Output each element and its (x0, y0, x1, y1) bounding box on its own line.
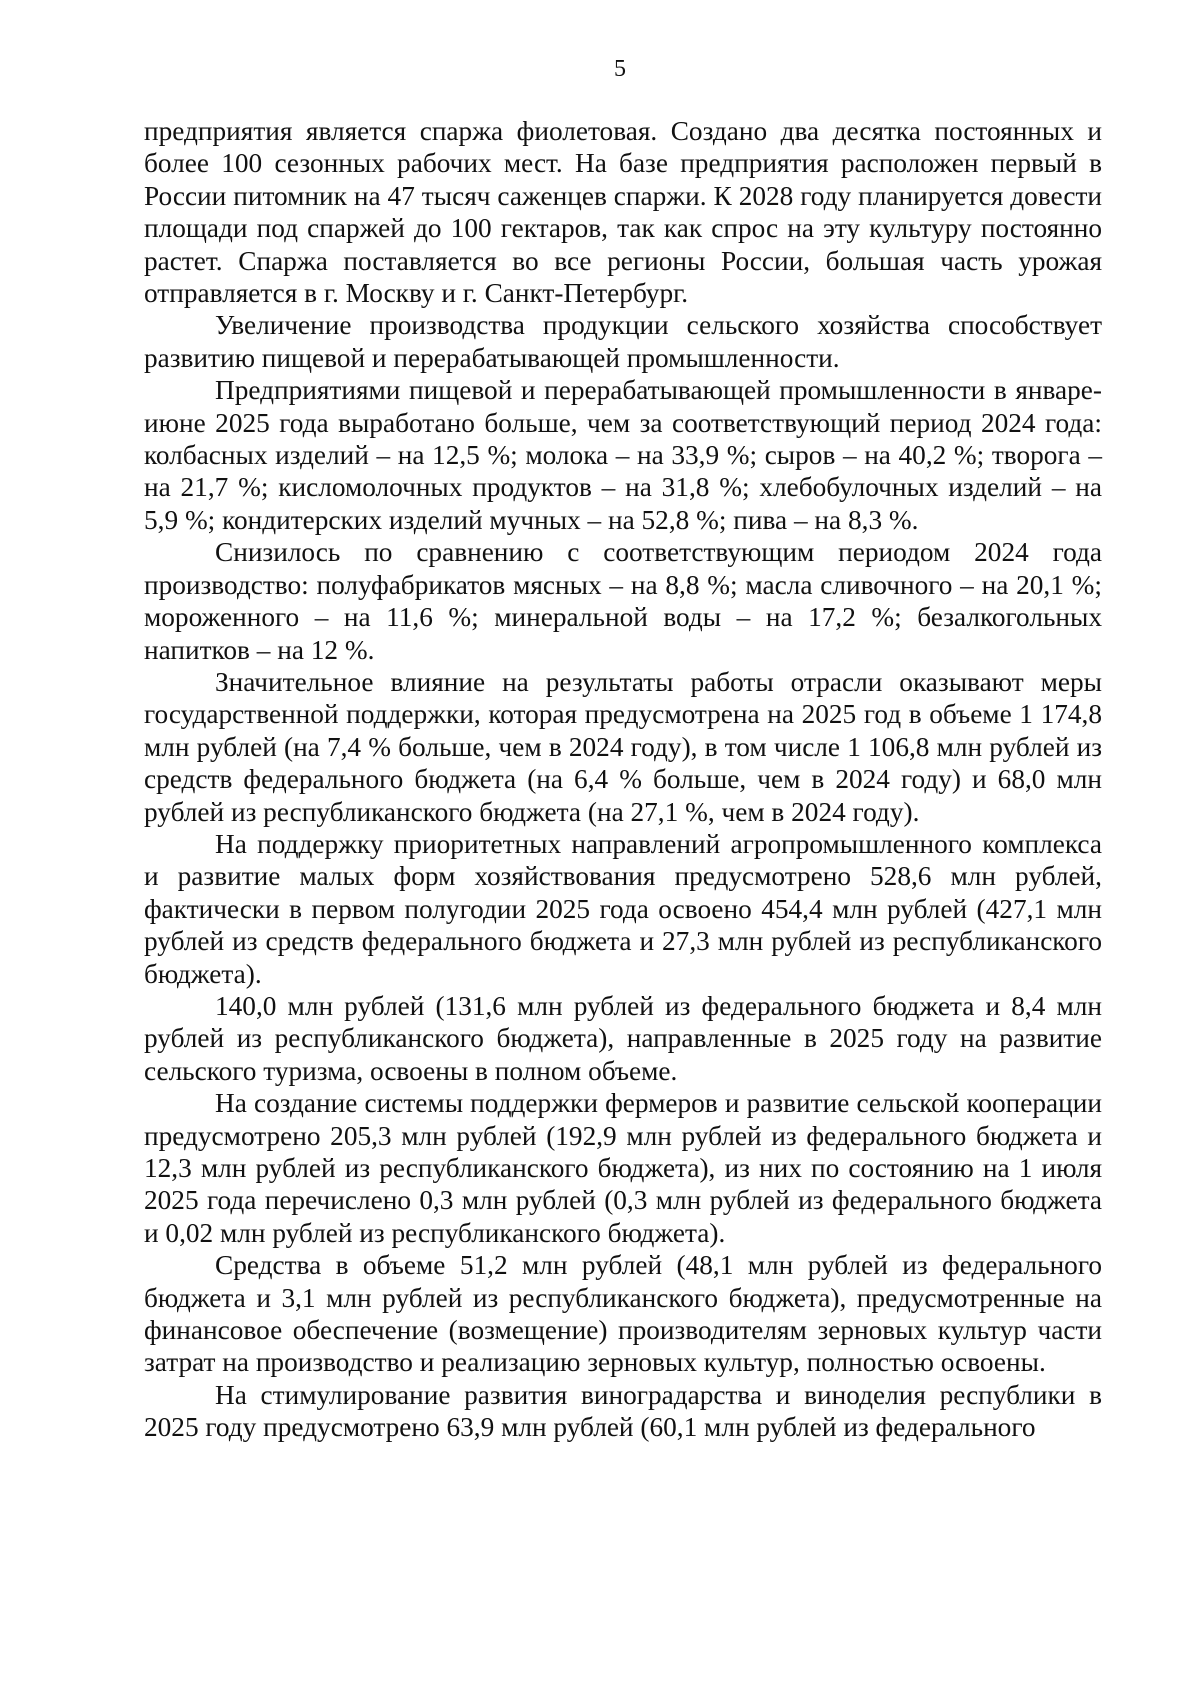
paragraph-rural-tourism: 140,0 млн рублей (131,6 млн рублей из федерального бюджета и 8,4 млн рублей из республиканского бюджета), направленные в 2025 году на развитие сельского туризма, освоены в полном объеме. (144, 990, 1102, 1086)
page-number: 5 (614, 56, 626, 82)
paragraph-farmer-support: На создание системы поддержки фермеров и развитие сельской кооперации предусмотрено 205,3 млн рублей (192,9 млн рублей из федерального бюджета и 12,3 млн рублей из республиканского бюджета), из них по состоянию на 1 июля 2025 года перечислено 0,3 млн рублей (0,3 млн рублей из федерального бюджета и 0,02 млн рублей из республиканского бюджета). (144, 1088, 1102, 1248)
document-body (144, 115, 1102, 1444)
paragraph-food-industry-development: Увеличение производства продукции сельского хозяйства способствует развитию пищевой и перерабатывающей промышленности. (144, 310, 1102, 373)
paragraph-asparagus-enterprise: предприятия является спаржа фиолетовая. Создано два десятка постоянных и более 100 сезонных рабочих мест. На базе предприятия расположен первый в России питомник на 47 тысяч саженцев спаржи. К 2028 году планируется довести площади под спаржей до 100 гектаров, так как спрос на эту культуру постоянно растет. Спаржа поставляется во все регионы России, большая часть урожая отправляется в г. Москву и г. Санкт-Петербург. (144, 116, 1102, 309)
paragraph-state-support: Значительное влияние на результаты работы отрасли оказывают меры государственной поддержки, которая предусмотрена на 2025 год в объеме 1 174,8 млн рублей (на 7,4 % больше, чем в 2024 году), в том числе 1 106,8 млн рублей из средств федерального бюджета (на 6,4 % больше, чем в 2024 году) и 68,0 млн рублей из республиканского бюджета (на 27,1 %, чем в 2024 году). (144, 666, 1102, 827)
paragraph-production-decline: Снизилось по сравнению с соответствующим периодом 2024 года производство: полуфабрикатов мясных – на 8,8 %; масла сливочного – на 20,1 %; мороженного – на 11,6 %; минеральной воды – на 17,2 %; безалкогольных напитков – на 12 %. (144, 537, 1102, 665)
paragraph-production-growth: Предприятиями пищевой и перерабатывающей промышленности в январе-июне 2025 года выработано больше, чем за соответствующий период 2024 года: колбасных изделий – на 12,5 %; молока – на 33,9 %; сыров – на 40,2 %; творога – на 21,7 %; кисломолочных продуктов – на 31,8 %; хлебобулочных изделий – на 5,9 %; кондитерских изделий мучных – на 52,8 %; пива – на 8,3 %. (144, 375, 1102, 535)
paragraph-grain-crops: Средства в объеме 51,2 млн рублей (48,1 млн рублей из федерального бюджета и 3,1 млн рублей из республиканского бюджета), предусмотренные на финансовое обеспечение (возмещение) производителям зерновых культур части затрат на производство и реализацию зерновых культур, полностью освоены. (144, 1250, 1102, 1378)
paragraph-priority-directions: На поддержку приоритетных направлений агропромышленного комплекса и развитие малых форм хозяйствования предусмотрено 528,6 млн рублей, фактически в первом полугодии 2025 года освоено 454,4 млн рублей (427,1 млн рублей из средств федерального бюджета и 27,3 млн рублей из республиканского бюджета). (144, 828, 1102, 989)
paragraph-viticulture: На стимулирование развития виноградарства и виноделия республики в 2025 году предусмотрено 63,9 млн рублей (60,1 млн рублей из федерального (144, 1379, 1102, 1443)
